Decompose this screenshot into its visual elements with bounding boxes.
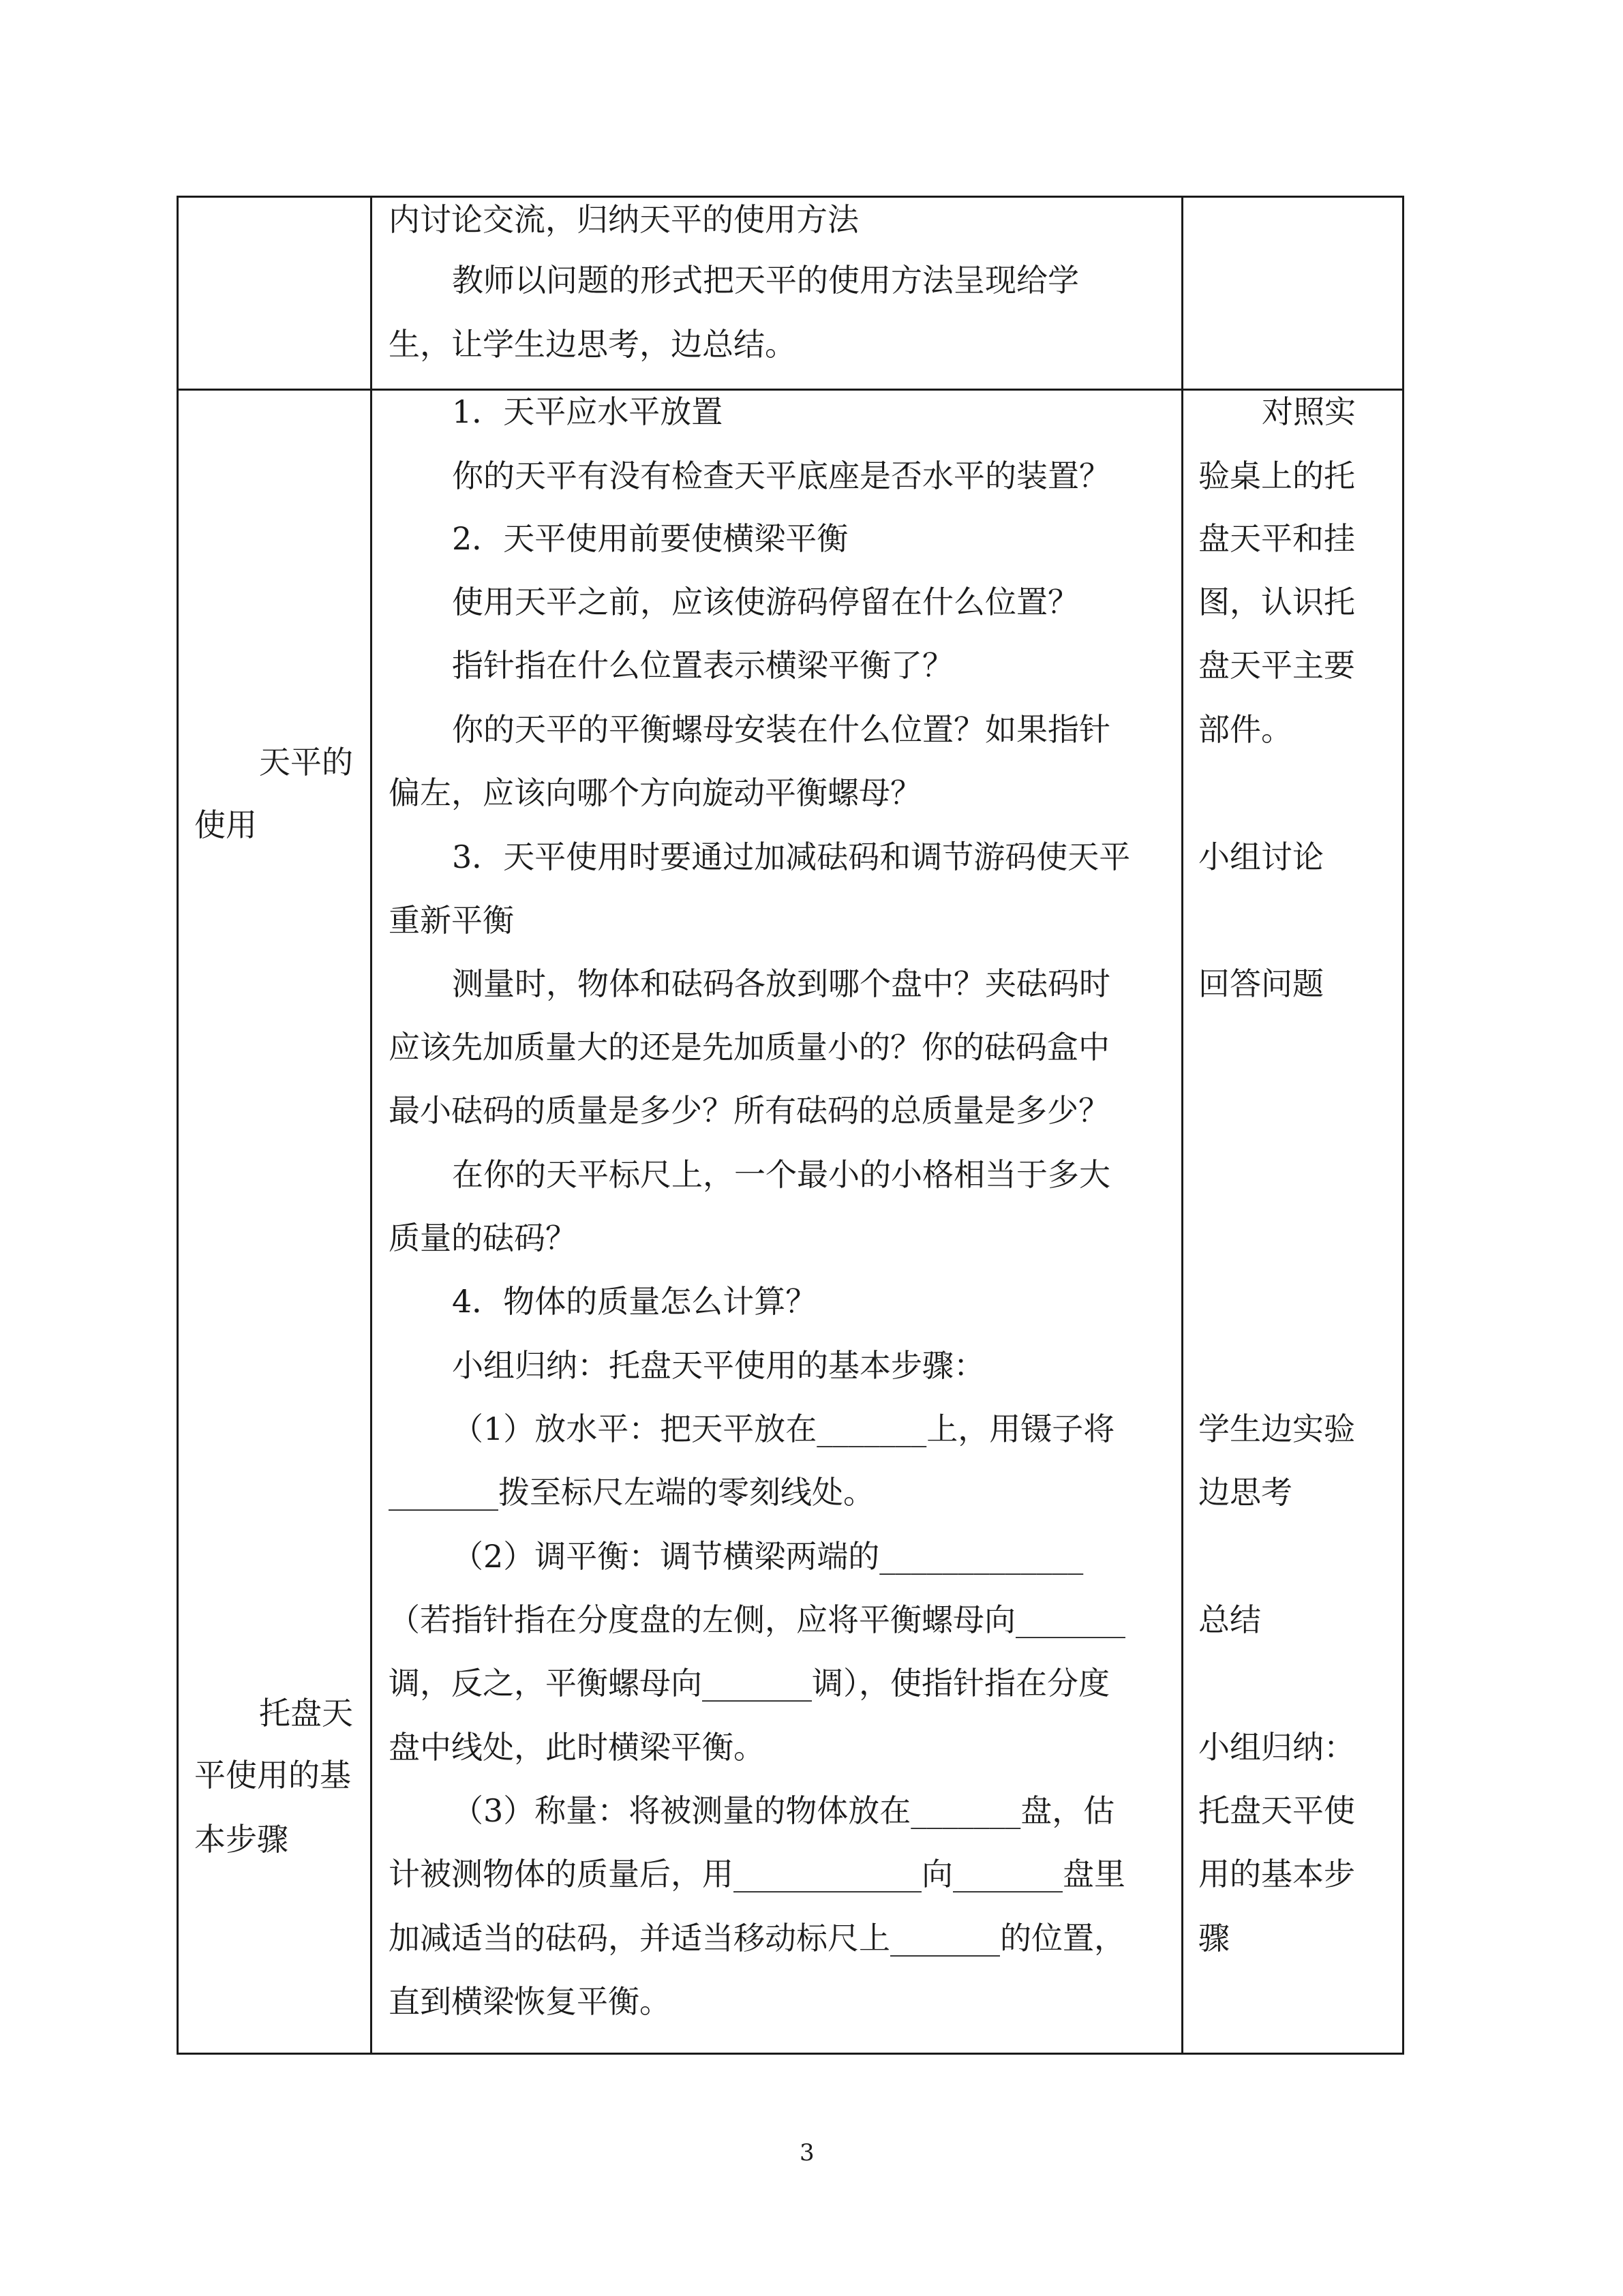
text-line: _______拨至标尺左端的零刻线处。 bbox=[389, 1474, 875, 1511]
label-line: 本步骤 bbox=[194, 1821, 288, 1858]
activity-line: 盘天平主要 bbox=[1198, 647, 1355, 684]
text-line: 教师以问题的形式把天平的使用方法呈现给学 bbox=[452, 262, 1079, 299]
label-line: 天平的 bbox=[259, 744, 353, 781]
activity-line: 托盘天平使 bbox=[1198, 1792, 1355, 1829]
label-line: 平使用的基 bbox=[194, 1757, 351, 1794]
row-divider bbox=[177, 389, 1404, 391]
text-line: 加减适当的砝码，并适当移动标尺上_______的位置， bbox=[389, 1920, 1125, 1957]
text-line: 2．天平使用前要使横梁平衡 bbox=[452, 520, 849, 557]
text-line: 偏左，应该向哪个方向旋动平衡螺母？ bbox=[389, 774, 922, 811]
text-line: （2）调平衡：调节横梁两端的_____________ bbox=[452, 1538, 1084, 1575]
activity-line: 总结 bbox=[1198, 1601, 1261, 1638]
text-line: 使用天平之前，应该使游码停留在什么位置？ bbox=[452, 584, 1079, 620]
text-line: 质量的砝码？ bbox=[389, 1220, 577, 1256]
activity-line: 用的基本步 bbox=[1198, 1856, 1355, 1892]
text-line: 在你的天平标尺上，一个最小的小格相当于多大 bbox=[452, 1156, 1110, 1193]
text-line: （1）放水平：把天平放在_______上，用镊子将 bbox=[452, 1410, 1115, 1447]
activity-line: 边思考 bbox=[1198, 1474, 1292, 1511]
text-line: 3．天平使用时要通过加减砝码和调节游码使天平 bbox=[452, 839, 1131, 875]
text-line: 重新平衡 bbox=[389, 902, 514, 939]
column-divider-1 bbox=[370, 196, 372, 2055]
column-divider-2 bbox=[1181, 196, 1183, 2055]
text-line: 盘中线处，此时横梁平衡。 bbox=[389, 1729, 765, 1766]
text-line: 4．物体的质量怎么计算？ bbox=[452, 1283, 817, 1320]
activity-line: 验桌上的托 bbox=[1198, 457, 1355, 494]
text-line: 直到横梁恢复平衡。 bbox=[389, 1983, 671, 2020]
activity-line: 学生边实验 bbox=[1198, 1410, 1355, 1447]
label-line: 使用 bbox=[194, 806, 257, 843]
activity-line: 回答问题 bbox=[1198, 965, 1324, 1002]
text-line: 计被测物体的质量后，用____________向_______盘里 bbox=[389, 1856, 1125, 1892]
text-line: 你的天平有没有检查天平底座是否水平的装置？ bbox=[452, 457, 1110, 494]
text-line: 你的天平的平衡螺母安装在什么位置？如果指针 bbox=[452, 711, 1110, 748]
activity-line: 盘天平和挂 bbox=[1198, 520, 1355, 557]
text-line: 内讨论交流，归纳天平的使用方法 bbox=[389, 201, 859, 238]
text-line: （3）称量：将被测量的物体放在_______盘，估 bbox=[452, 1792, 1115, 1829]
text-line: 指针指在什么位置表示横梁平衡了？ bbox=[452, 647, 954, 684]
activity-line: 对照实 bbox=[1262, 393, 1356, 430]
text-line: 小组归纳：托盘天平使用的基本步骤： bbox=[452, 1347, 985, 1384]
activity-line: 图，认识托 bbox=[1198, 584, 1355, 620]
text-line: 最小砝码的质量是多少？所有砝码的总质量是多少？ bbox=[389, 1092, 1110, 1129]
activity-line: 小组归纳： bbox=[1198, 1729, 1355, 1766]
text-line: （若指针指在分度盘的左侧，应将平衡螺母向_______ bbox=[389, 1601, 1125, 1638]
text-line: 应该先加质量大的还是先加质量小的？你的砝码盒中 bbox=[389, 1029, 1110, 1066]
text-line: 生，让学生边思考，边总结。 bbox=[389, 326, 796, 363]
activity-line: 部件。 bbox=[1198, 711, 1292, 748]
label-line: 托盘天 bbox=[259, 1695, 353, 1732]
text-line: 1．天平应水平放置 bbox=[452, 393, 723, 430]
activity-line: 小组讨论 bbox=[1198, 839, 1324, 875]
activity-line: 骤 bbox=[1198, 1920, 1230, 1957]
text-line: 调，反之，平衡螺母向_______调），使指针指在分度 bbox=[389, 1665, 1110, 1702]
text-line: 测量时，物体和砝码各放到哪个盘中？夹砝码时 bbox=[452, 965, 1110, 1002]
page-number: 3 bbox=[800, 2139, 815, 2166]
